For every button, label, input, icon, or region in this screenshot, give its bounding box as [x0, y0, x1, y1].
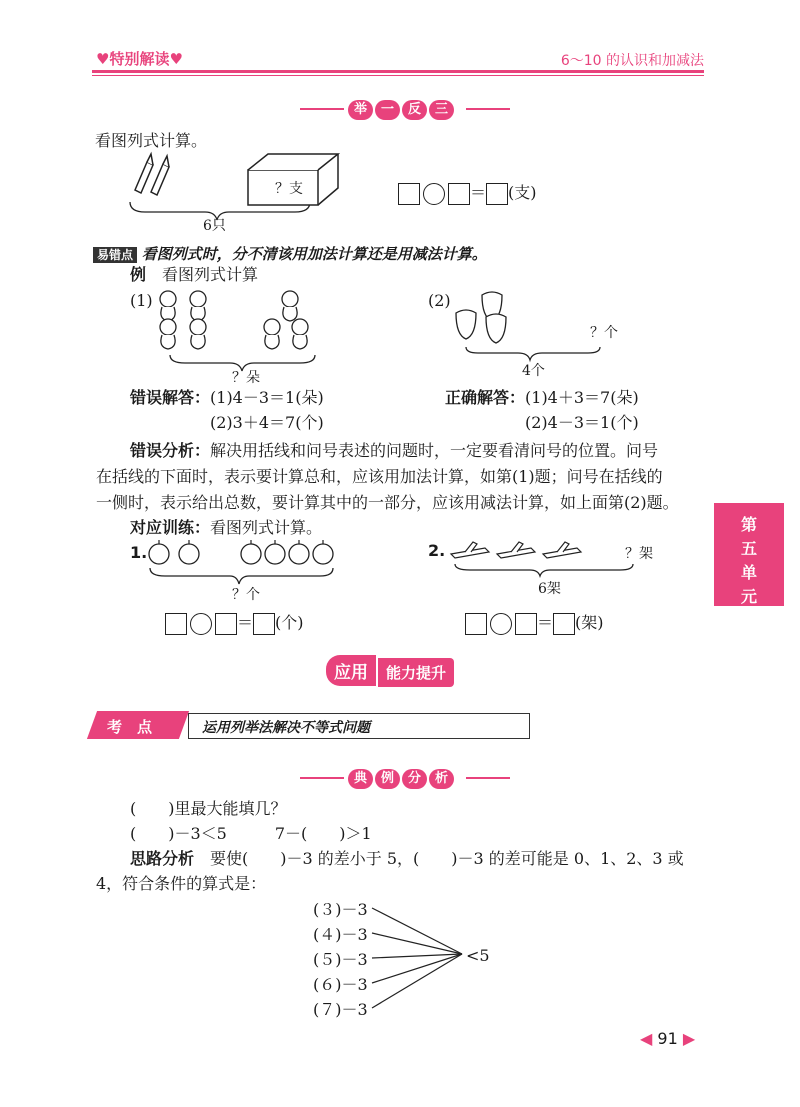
apple-icon: [149, 544, 333, 564]
kaodian-text: 运用列举法解决不等式问题: [202, 720, 370, 736]
operator-circle[interactable]: [490, 613, 512, 635]
operator-circle[interactable]: [423, 183, 445, 205]
prev-arrow-icon: ◀: [640, 1029, 653, 1048]
header-right: 6～10 的认识和加减法: [560, 53, 704, 69]
list-item: (７)－3: [313, 1000, 368, 1019]
ex2-label: (2): [428, 291, 451, 310]
section-badge-dlfx: [300, 765, 510, 791]
answer-box[interactable]: [165, 613, 187, 635]
wrong-line2: (2)3＋4＝7(个): [210, 413, 324, 432]
wrong-line1: (1)4－3＝1(朵): [210, 388, 324, 407]
strawberry-icon: [456, 292, 506, 343]
side-tab-char: 元: [740, 587, 757, 606]
right-answer: [445, 387, 639, 409]
list-item: (３)－3: [313, 900, 368, 919]
practice-q2-figure: [445, 538, 635, 578]
q1-box-label: ？支: [275, 181, 303, 197]
analysis-line2: 在括线的下面时，表示要计算总和，应该用加法计算，如第(1)题；问号在括线的: [96, 467, 663, 486]
typical-inequalities: ( )－3＜5 7－( )＞1: [130, 824, 372, 843]
pitfall-tag: 易错点: [93, 247, 137, 263]
practice-q1-brace: ？个: [232, 587, 260, 603]
analysis-line1: [130, 440, 710, 462]
list-item: (６)－3: [313, 975, 368, 994]
right-label: 正确解答：: [445, 388, 526, 407]
example-heading: [130, 264, 258, 286]
right-line2: (2)4－3＝1(个): [525, 413, 639, 432]
section-badge-jyfs: [300, 96, 510, 122]
practice-q1-figure: [145, 538, 345, 588]
example-prompt: 看图列式计算: [162, 265, 259, 284]
answer-unit: (个): [275, 613, 304, 632]
badge-char: 典: [348, 769, 373, 789]
page-number: 91: [657, 1029, 678, 1048]
badge-char: 分: [402, 769, 427, 789]
answer-box[interactable]: [465, 613, 487, 635]
ex1-figure: [150, 285, 330, 380]
ex1-brace-label: ？朵: [232, 370, 260, 386]
analysis-label: 错误分析：: [130, 441, 211, 460]
side-tab-char: 第: [740, 515, 757, 534]
wrong-answer: [130, 387, 324, 409]
airplane-icon: [451, 542, 581, 558]
ex2-brace-label: 4个: [522, 363, 545, 379]
right-line1: (1)4＋3＝7(朵): [525, 388, 639, 407]
unit-side-tab: [714, 503, 784, 606]
answer-box[interactable]: [553, 613, 575, 635]
converging-lines: [370, 900, 470, 1015]
q1-prompt: 看图列式计算。: [95, 131, 208, 150]
typical-list: [313, 897, 368, 1022]
q1-figure: [125, 150, 355, 235]
badge-char: 析: [429, 769, 454, 789]
page-number-row: [640, 1029, 695, 1048]
answer-box[interactable]: [398, 183, 420, 205]
typical-question: ( )里最大能填几？: [130, 799, 287, 818]
side-tab-char: 单: [740, 563, 757, 582]
ex2-side-label: ？个: [590, 325, 618, 341]
header-left: ♥特别解读♥: [96, 50, 183, 68]
badge-char: 例: [375, 769, 400, 789]
brace: [150, 568, 333, 584]
q1-answer-row: ＝ (支): [398, 182, 537, 205]
list-item: (５)－3: [313, 950, 368, 969]
practice-q2-answer: ＝ (架): [465, 612, 604, 635]
section-banner: [326, 655, 454, 685]
header-rule: [92, 70, 704, 73]
badge-char: 三: [429, 100, 454, 120]
kaodian-bar: [92, 711, 532, 741]
flower-icon: [160, 291, 308, 349]
practice-q1-num: 1.: [130, 543, 148, 562]
answer-box[interactable]: [515, 613, 537, 635]
badge-char: 反: [402, 100, 427, 120]
badge-char: 举: [348, 100, 373, 120]
think-label: 思路分析: [130, 849, 195, 868]
banner-a: 应用: [326, 655, 376, 686]
operator-circle[interactable]: [190, 613, 212, 635]
brace: [466, 347, 600, 360]
typical-think-line1: [130, 848, 684, 870]
crayon-icon: [135, 154, 169, 195]
practice-q2-num: 2.: [428, 541, 446, 560]
side-tab-char: 五: [740, 539, 757, 558]
analysis-line3: 一侧时，表示给出总数，要计算其中的一部分，应该用减法计算，如上面第(2)题。: [96, 493, 679, 512]
practice-label: 对应训练：: [130, 518, 211, 537]
think-text1: 要使( )－3 的差小于 5，( )－3 的差可能是 0、1、2、3 或: [210, 849, 684, 868]
answer-unit: (支): [508, 183, 537, 202]
practice-q1-answer: ＝ (个): [165, 612, 304, 635]
banner-b: 能力提升: [378, 658, 454, 687]
kaodian-tag: 考 点: [107, 718, 153, 736]
badge-char: 一: [375, 100, 400, 120]
list-item: (４)－3: [313, 925, 368, 944]
ex1-label: (1): [130, 291, 153, 310]
wrong-label: 错误解答：: [130, 388, 211, 407]
answer-box[interactable]: [253, 613, 275, 635]
analysis-text1: 解决用括线和问号表述的问题时，一定要看清问号的位置。问号: [210, 441, 659, 460]
q1-brace-label: 6只: [203, 218, 226, 234]
target-label: <5: [466, 946, 490, 965]
ex2-figure: [448, 285, 608, 365]
pitfall-text: 看图列式时，分不清该用加法计算还是用减法计算。: [141, 245, 487, 263]
typical-think-line2: 4，符合条件的算式是：: [96, 874, 267, 893]
brace: [455, 564, 633, 576]
practice-heading: [130, 517, 322, 539]
practice-q2-side: ？架: [625, 546, 653, 562]
answer-box[interactable]: [448, 183, 470, 205]
answer-box[interactable]: [215, 613, 237, 635]
pitfall-row: [93, 243, 487, 264]
header-rule-thin: [92, 75, 704, 76]
practice-q2-brace: 6架: [538, 581, 561, 597]
answer-box[interactable]: [486, 183, 508, 205]
practice-prompt: 看图列式计算。: [210, 518, 323, 537]
answer-unit: (架): [575, 613, 604, 632]
next-arrow-icon: ▶: [682, 1029, 696, 1048]
example-label: 例: [130, 265, 147, 284]
